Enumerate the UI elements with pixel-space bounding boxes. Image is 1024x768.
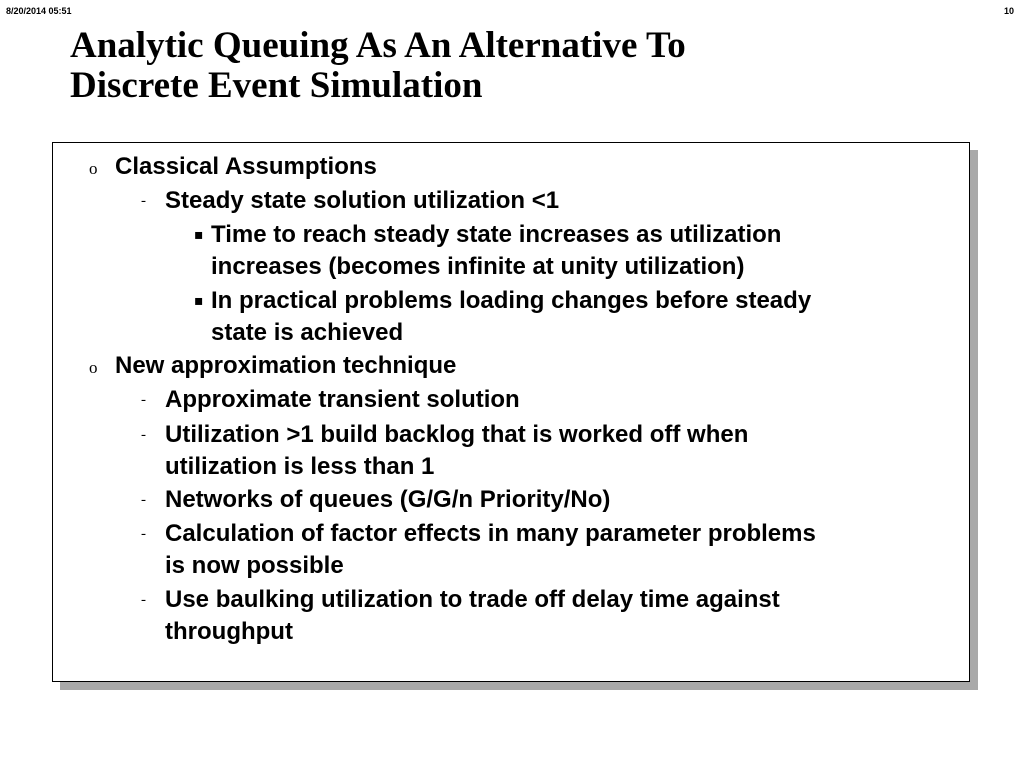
bullet-text: New approximation technique <box>115 352 457 379</box>
dash-bullet-icon: - <box>141 592 146 608</box>
bullet-text: Classical Assumptions <box>115 153 377 180</box>
page-number: 10 <box>1003 6 1014 16</box>
dash-bullet-icon: - <box>141 427 146 443</box>
bullet-factor-effects <box>141 518 816 582</box>
bullet-text-line-1: Networks of queues (G/G/n Priority/No) <box>165 486 611 513</box>
bullet-text: Steady state solution utilization <1 <box>165 187 560 214</box>
square-bullet-icon: ▪ <box>194 293 204 309</box>
bullet-text-line-1: Approximate transient solution <box>165 386 520 413</box>
bullet-text-line-1: Use baulking utilization to trade off delay time against <box>165 586 780 613</box>
dash-bullet-icon: - <box>141 492 146 508</box>
bullet-practical-problems <box>194 285 812 349</box>
date-time-stamp: 8/20/2014 05:51 <box>6 6 72 16</box>
bullet-time-to-reach <box>194 219 782 283</box>
dash-bullet-icon: - <box>141 392 146 408</box>
circle-bullet-icon: o <box>89 358 98 377</box>
bullet-text-line-1: In practical problems loading changes before steady <box>211 287 812 314</box>
bullet-text-line-1: Time to reach steady state increases as utilization <box>211 221 782 248</box>
bullet-classical-assumptions <box>89 151 377 183</box>
dash-bullet-icon: - <box>141 526 146 542</box>
bullet-baulking-utilization <box>141 584 780 648</box>
bullet-text-line-2: increases (becomes infinite at unity utilization) <box>211 253 745 280</box>
bullet-utilization-backlog <box>141 419 749 483</box>
bullet-steady-state <box>141 185 560 217</box>
bullet-text-line-2: state is achieved <box>211 319 404 346</box>
bullet-text-line-1: Utilization >1 build backlog that is worked off when <box>165 421 749 448</box>
bullet-networks-of-queues <box>141 484 611 516</box>
bullet-new-approximation <box>89 350 457 382</box>
title-line-2: Discrete Event Simulation <box>70 65 483 106</box>
bullet-approximate-transient <box>141 384 520 416</box>
dash-bullet-icon: - <box>141 193 146 209</box>
square-bullet-icon: ▪ <box>194 227 204 243</box>
circle-bullet-icon: o <box>89 159 98 178</box>
bullet-text-line-2: is now possible <box>165 552 344 579</box>
bullet-text-line-1: Calculation of factor effects in many parameter problems <box>165 520 816 547</box>
title-line-1: Analytic Queuing As An Alternative To <box>70 25 686 66</box>
bullet-text-line-2: utilization is less than 1 <box>165 453 435 480</box>
bullet-text-line-2: throughput <box>165 618 293 645</box>
slide-title <box>70 26 970 106</box>
